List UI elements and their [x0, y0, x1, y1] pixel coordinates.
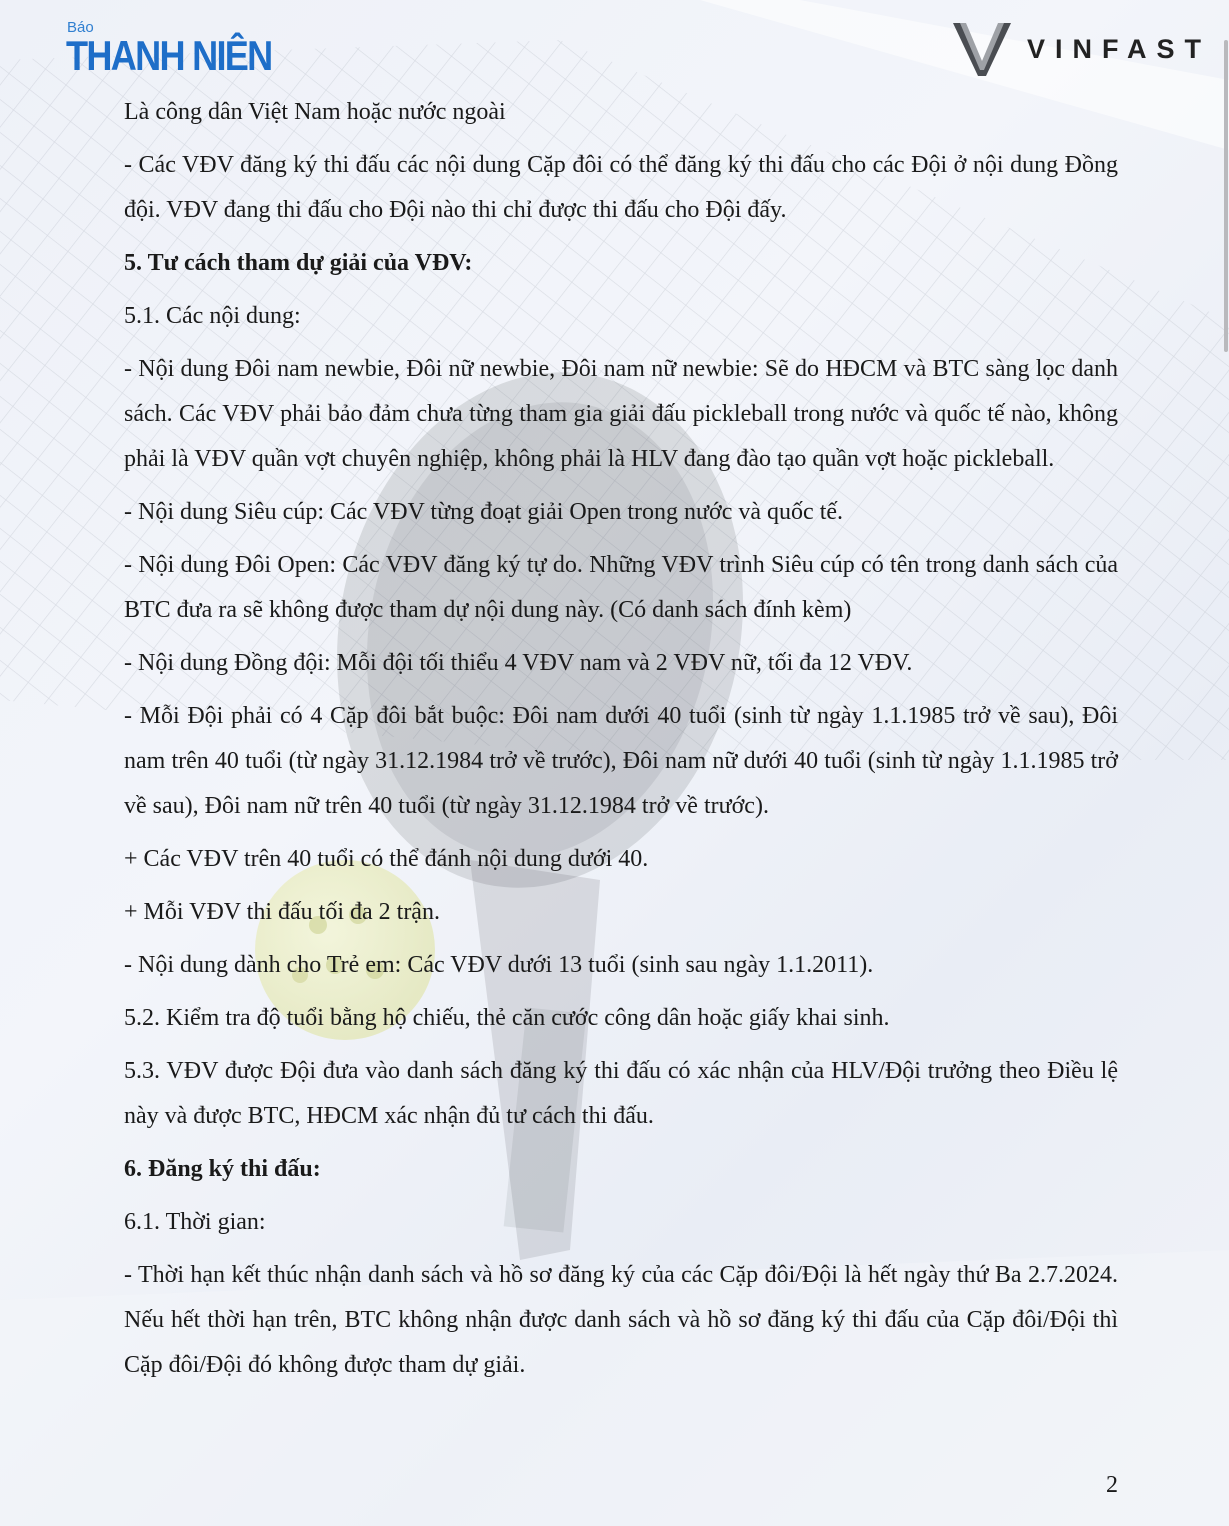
scrollbar[interactable] [1224, 40, 1228, 352]
vinfast-wordmark: VINFAST [1026, 33, 1211, 64]
vinfast-logo [951, 20, 1211, 78]
paragraph: - Nội dung dành cho Trẻ em: Các VĐV dưới 13 tuổi (sinh sau ngày 1.1.2011). [124, 952, 874, 978]
paragraph: + Mỗi VĐV thi đấu tối đa 2 trận. [124, 899, 440, 925]
section-heading: 6. Đăng ký thi đấu: [124, 1156, 321, 1182]
paragraph: 5.1. Các nội dung: [124, 303, 301, 329]
vinfast-v-icon [951, 20, 1013, 78]
paragraph: + Các VĐV trên 40 tuổi có thể đánh nội dung dưới 40. [124, 846, 649, 872]
section-heading: 5. Tư cách tham dự giải của VĐV: [124, 250, 473, 276]
thanhnien-logo [66, 19, 305, 79]
paragraph: 6.1. Thời gian: [124, 1209, 266, 1235]
paragraph: - Nội dung Siêu cúp: Các VĐV từng đoạt giải Open trong nước và quốc tế. [124, 499, 844, 525]
paragraph: - Nội dung Đôi nam newbie, Đôi nữ newbie, Đôi nam nữ newbie: Sẽ do HĐCM và BTC sàng lọc danh sách. Các VĐV phải bảo đảm chưa từng tham gia giải đấu pickleball trong nước và quốc tế nào, không phải là VĐV quần vợt chuyên nghiệp, không phải là HLV đang đào tạo quần vợt hoặc pickleball. [124, 356, 1118, 472]
paragraph: 5.3. VĐV được Đội đưa vào danh sách đăng ký thi đấu có xác nhận của HLV/Đội trưởng theo Điều lệ này và được BTC, HĐCM xác nhận đủ tư cách thi đấu. [124, 1058, 1118, 1129]
paragraph: 5.2. Kiểm tra độ tuổi bằng hộ chiếu, thẻ căn cước công dân hoặc giấy khai sinh. [124, 1005, 890, 1031]
paragraph: - Các VĐV đăng ký thi đấu các nội dung Cặp đôi có thể đăng ký thi đấu cho các Đội ở nội dung Đồng đội. VĐV đang thi đấu cho Đội nào thi chỉ được thi đấu cho Đội đấy. [124, 152, 1118, 223]
document-body [124, 90, 1118, 1396]
logo-main-text: THANH NIÊN [66, 32, 272, 79]
page-number: 2 [1106, 1472, 1118, 1498]
paragraph: - Nội dung Đôi Open: Các VĐV đăng ký tự do. Những VĐV trình Siêu cúp có tên trong danh sách của BTC đưa ra sẽ không được tham dự nội dung này. (Có danh sách đính kèm) [124, 552, 1118, 623]
logo-small-text: Báo [67, 19, 94, 36]
paragraph: - Mỗi Đội phải có 4 Cặp đôi bắt buộc: Đôi nam dưới 40 tuổi (sinh từ ngày 1.1.1985 trở về sau), Đôi nam trên 40 tuổi (từ ngày 31.12.1984 trở về trước), Đôi nam nữ dưới 40 tuổi (sinh từ ngày 1.1.1985 trở về sau), Đôi nam nữ trên 40 tuổi (từ ngày 31.12.1984 trở về trước). [124, 703, 1118, 819]
paragraph: - Thời hạn kết thúc nhận danh sách và hồ sơ đăng ký của các Cặp đôi/Đội là hết ngày thứ Ba 2.7.2024. Nếu hết thời hạn trên, BTC không nhận được danh sách và hồ sơ đăng ký thi đấu của Cặp đôi/Đội thì Cặp đôi/Đội đó không được tham dự giải. [124, 1262, 1118, 1378]
paragraph: - Nội dung Đồng đội: Mỗi đội tối thiểu 4 VĐV nam và 2 VĐV nữ, tối đa 12 VĐV. [124, 650, 913, 676]
paragraph: Là công dân Việt Nam hoặc nước ngoài [124, 99, 506, 125]
page-header [0, 0, 1229, 95]
